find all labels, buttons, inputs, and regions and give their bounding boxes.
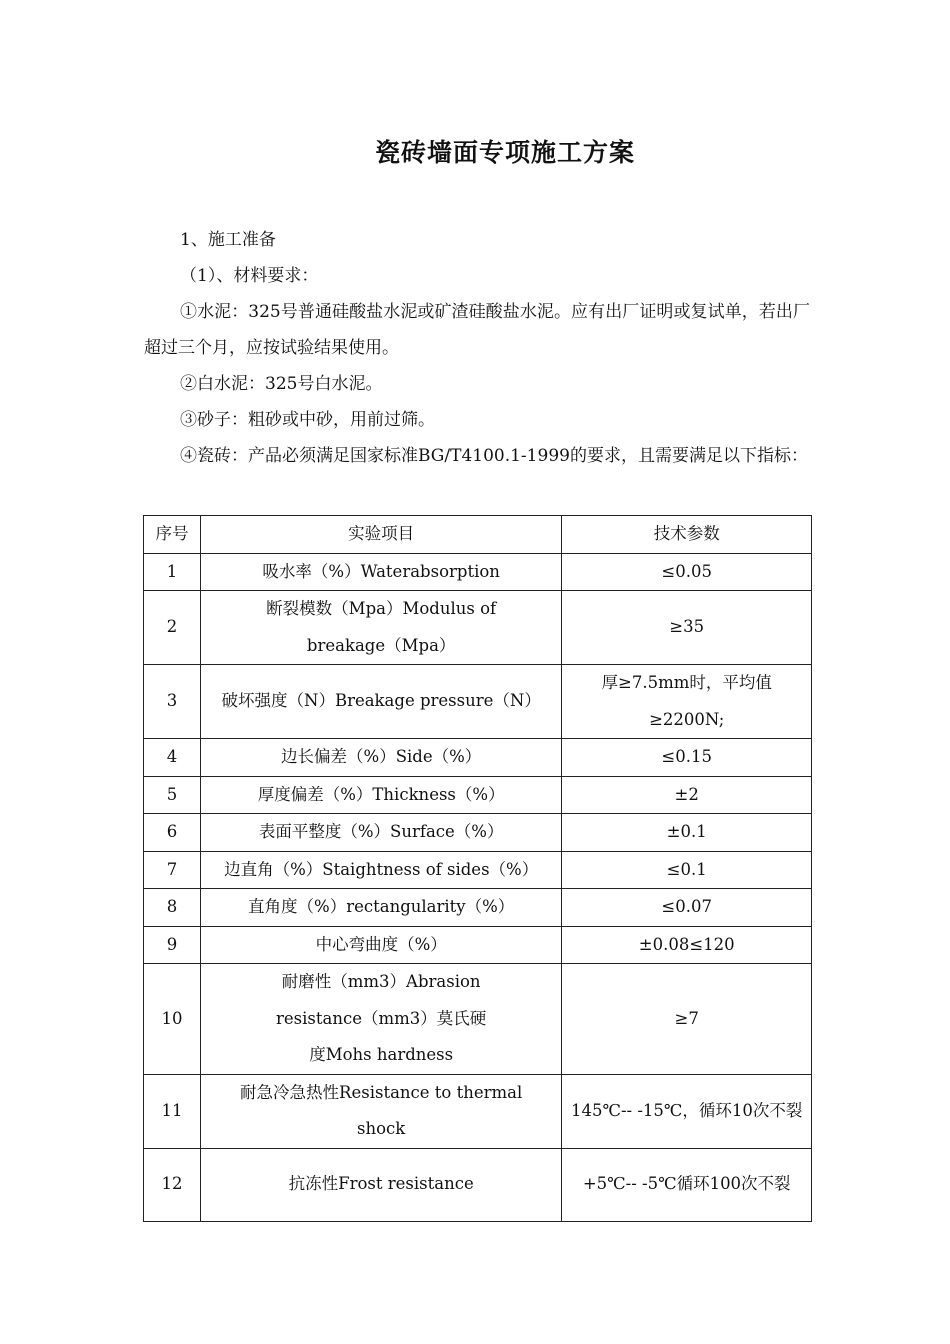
row-no: 3 xyxy=(144,665,201,739)
table-row xyxy=(144,889,812,927)
row-no: 7 xyxy=(144,851,201,889)
row-item: 边长偏差（%）Side（%） xyxy=(200,739,562,777)
row-param: ≥35 xyxy=(562,591,812,665)
row-param: ≤0.07 xyxy=(562,889,812,927)
table-row xyxy=(144,1074,812,1148)
table-row xyxy=(144,553,812,591)
table-header-row xyxy=(144,516,812,554)
table-row xyxy=(144,776,812,814)
row-param: 145℃-- -15℃，循环10次不裂 xyxy=(562,1074,812,1148)
row-item: 边直角（%）Staightness of sides（%） xyxy=(200,851,562,889)
row-no: 5 xyxy=(144,776,201,814)
row-item: 断裂模数（Mpa）Modulus of breakage（Mpa） xyxy=(200,591,562,665)
section-heading: 1、施工准备 xyxy=(180,230,276,250)
paragraph-white-cement: ②白水泥：325号白水泥。 xyxy=(180,374,383,394)
row-no: 1 xyxy=(144,553,201,591)
row-param: ≤0.1 xyxy=(562,851,812,889)
row-item: 中心弯曲度（%） xyxy=(200,926,562,964)
header-cell-item: 实验项目 xyxy=(200,516,562,554)
row-no: 2 xyxy=(144,591,201,665)
row-no: 11 xyxy=(144,1074,201,1148)
row-item: 破坏强度（N）Breakage pressure（N） xyxy=(200,665,562,739)
row-item: 抗冻性Frost resistance xyxy=(200,1148,562,1221)
tile-spec-table xyxy=(143,515,812,1222)
subsection-heading: （1）、材料要求： xyxy=(180,266,319,286)
row-no: 10 xyxy=(144,964,201,1075)
row-param: ≤0.05 xyxy=(562,553,812,591)
row-param: +5℃-- -5℃循环100次不裂 xyxy=(562,1148,812,1221)
paragraph-sand: ③砂子：粗砂或中砂，用前过筛。 xyxy=(180,410,435,430)
row-item: 表面平整度（%）Surface（%） xyxy=(200,814,562,852)
row-no: 9 xyxy=(144,926,201,964)
row-no: 8 xyxy=(144,889,201,927)
document-title: 瓷砖墙面专项施工方案 xyxy=(374,138,635,167)
row-item: 吸水率（%）Waterabsorption xyxy=(200,553,562,591)
table-row xyxy=(144,739,812,777)
header-cell-no: 序号 xyxy=(144,516,201,554)
row-no: 12 xyxy=(144,1148,201,1221)
row-param: ≤0.15 xyxy=(562,739,812,777)
row-item: 厚度偏差（%）Thickness（%） xyxy=(200,776,562,814)
table-row xyxy=(144,851,812,889)
row-item: 直角度（%）rectangularity（%） xyxy=(200,889,562,927)
row-param: 厚≥7.5mm时，平均值≥2200N; xyxy=(562,665,812,739)
row-param: ±2 xyxy=(562,776,812,814)
row-param: ≥7 xyxy=(562,964,812,1075)
row-item: 耐急冷急热性Resistance to thermal shock xyxy=(200,1074,562,1148)
paragraph-tile: ④瓷砖：产品必须满足国家标准BG/T4100.1-1999的要求，且需要满足以下指标： xyxy=(180,446,808,466)
table-row xyxy=(144,591,812,665)
row-item: 耐磨性（mm3）Abrasion resistance（mm3）莫氏硬度Mohs hardness xyxy=(200,964,562,1075)
table-row xyxy=(144,964,812,1075)
table-row xyxy=(144,814,812,852)
header-cell-param: 技术参数 xyxy=(562,516,812,554)
table-row xyxy=(144,926,812,964)
row-param: ±0.08≤120 xyxy=(562,926,812,964)
table-row xyxy=(144,665,812,739)
paragraph-cement: ①水泥：325号普通硅酸盐水泥或矿渣硅酸盐水泥。应有出厂证明或复试单，若出厂超过三个月，应按试验结果使用。 xyxy=(144,302,810,358)
row-no: 4 xyxy=(144,739,201,777)
row-param: ±0.1 xyxy=(562,814,812,852)
table-row xyxy=(144,1148,812,1221)
row-no: 6 xyxy=(144,814,201,852)
